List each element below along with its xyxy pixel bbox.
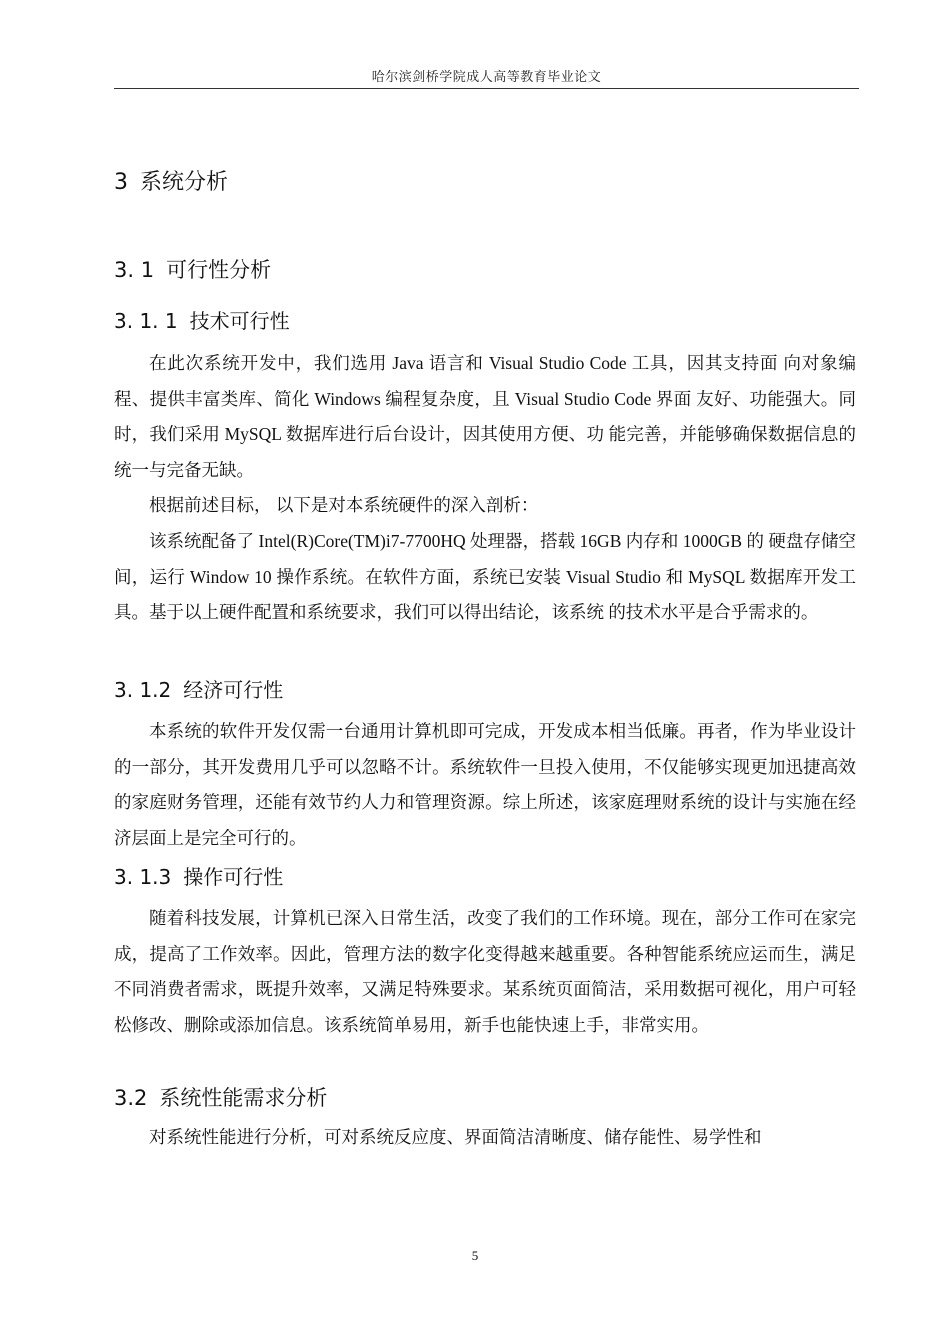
section-title: 系统性能需求分析 (159, 1086, 328, 1110)
paragraph-technical-3: 该系统配备了 Intel(R)Core(TM)i7-7700HQ 处理器，搭载 16GB 内存和 1000GB 的 硬盘存储空间，运行 Window 10 操作系统。在软件方面，系统已安装 Visual Studio 和 MySQL 数据库开发工具。基于以上硬件配置和系统要求，我们可以得出结论，该系统 的技术水平是合乎需求的。 (114, 531, 856, 622)
chapter-number: 3 (114, 170, 128, 195)
subsection-number: 3. 1.2 (114, 678, 172, 702)
subsection-title: 操作可行性 (183, 865, 284, 889)
paragraph-technical-1: 在此次系统开发中，我们选用 Java 语言和 Visual Studio Code 工具，因其支持面 向对象编程、提供丰富类库、简化 Windows 编程复杂度，且 Visual Studio Code 界面 友好、功能强大。同时，我们采用 MySQL 数据库进行后台设计，因其使用方便、功 能完善，并能够确保数据信息的统一与完备无缺。 (114, 353, 856, 480)
section-title: 可行性分析 (166, 258, 272, 282)
subsection-number: 3. 1.3 (114, 865, 172, 889)
chapter-title: 系统分析 (140, 170, 229, 195)
running-header: 哈尔滨剑桥学院成人高等教育毕业论文 (371, 69, 602, 84)
subsection-title: 经济可行性 (183, 678, 284, 702)
section-heading-3-1 (114, 254, 271, 284)
subsection-heading-3-1-1 (114, 305, 290, 334)
section-number: 3.2 (114, 1086, 148, 1110)
paragraph-technical-2: 根据前述目标， 以下是对本系统硬件的深入剖析： (149, 495, 539, 515)
paragraph-operational: 随着科技发展，计算机已深入日常生活，改变了我们的工作环境。现在，部分工作可在家完成，提高了工作效率。因此，管理方法的数字化变得越来越重要。各种智能系统应运而生，满足不同消费者需求，既提升效率，又满足特殊要求。某系统页面简洁，采用数据可视化，用户可轻松修改、删除或添加信息。该系统简单易用，新手也能快速上手，非常实用。 (114, 908, 856, 1035)
subsection-heading-3-1-2 (114, 674, 283, 703)
subsection-title: 技术可行性 (189, 309, 290, 333)
page-number: 5 (471, 1248, 479, 1263)
paragraph-performance: 对系统性能进行分析，可对系统反应度、界面简洁清晰度、储存能性、易学性和 (149, 1127, 762, 1147)
chapter-heading (114, 165, 228, 196)
paragraph-economic: 本系统的软件开发仅需一台通用计算机即可完成，开发成本相当低廉。再者，作为毕业设计的一部分，其开发费用几乎可以忽略不计。系统软件一旦投入使用，不仅能够实现更加迅捷高效的家庭财务管理，还能有效节约人力和管理资源。综上所述，该家庭理财系统的设计与实施在经济层面上是完全可行的。 (114, 721, 856, 848)
section-number: 3. 1 (114, 258, 155, 282)
header-rule (114, 88, 859, 89)
section-heading-3-2 (114, 1082, 327, 1112)
subsection-heading-3-1-3 (114, 861, 283, 890)
subsection-number: 3. 1. 1 (114, 309, 178, 333)
